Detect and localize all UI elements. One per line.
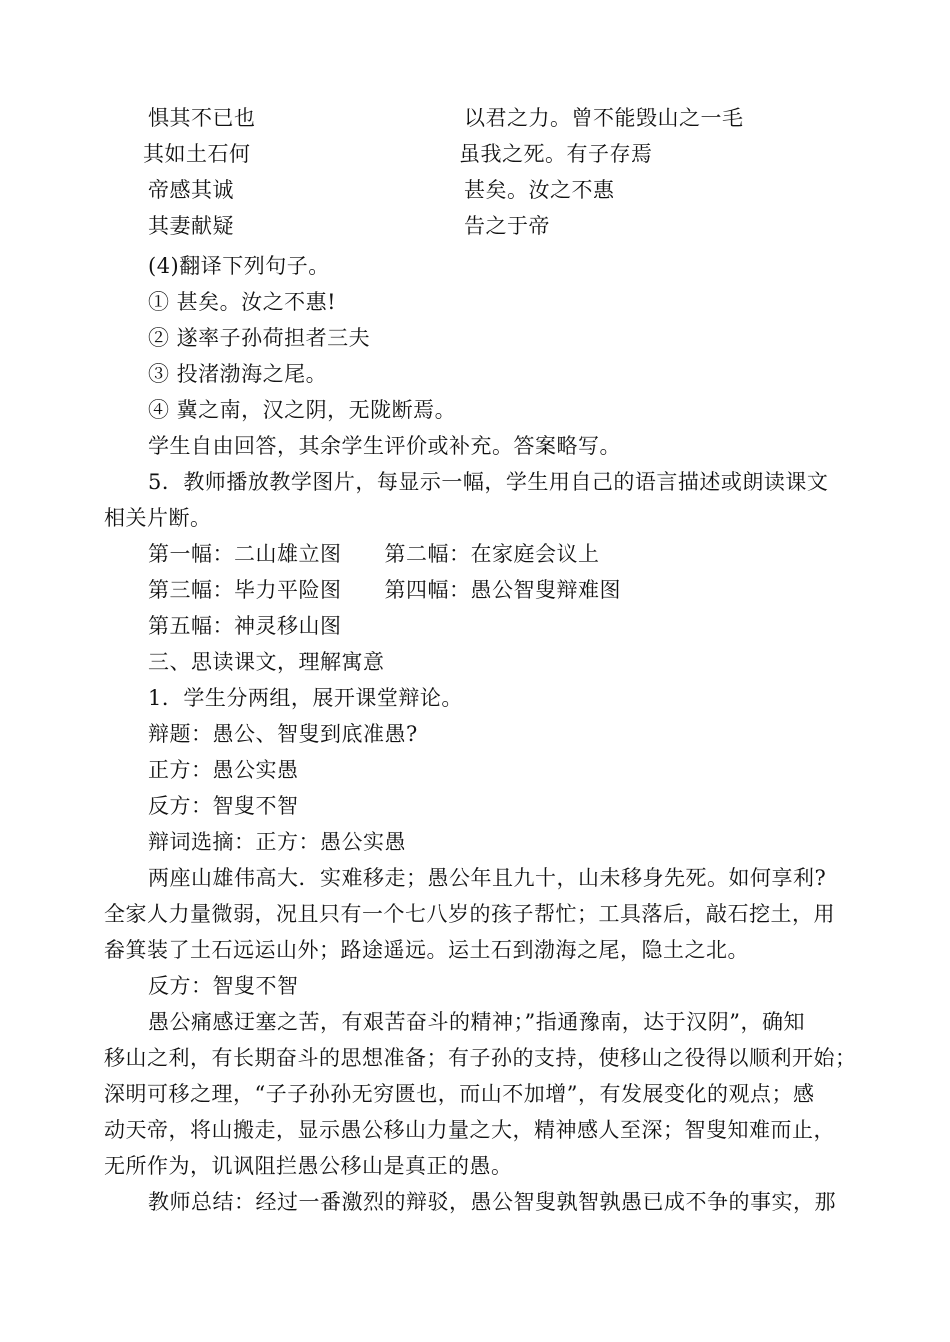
paragraph-line: 辩题：愚公、智叟到底准愚? [148,722,418,746]
word-pair-row [0,176,950,204]
word-pair-row [0,104,950,132]
paragraph-line: 动天帝，将山搬走，显示愚公移山力量之大，精神感人至深；智叟知难而止， [104,1118,835,1142]
word-pair-row [0,140,950,168]
paragraph-line: 畚箕装了土石远运山外；路途遥远。运土石到渤海之尾，隐土之北。 [104,938,749,962]
word-right: 甚矣。汝之不惠 [464,178,615,202]
word-left: 帝感其诚 [148,178,234,202]
word-right: 虽我之死。有子存焉 [459,142,653,166]
paragraph-line: 无所作为，讥讽阻拦愚公移山是真正的愚。 [104,1154,513,1178]
paragraph-line: 愚公痛感迂塞之苦，有艰苦奋斗的精神；”指通豫南，达于汉阴”，确知 [148,1010,805,1034]
sentence-item: ④ 冀之南，汉之阴，无陇断焉。 [148,398,457,422]
picture-list-line: 第一幅：二山雄立图 第二幅：在家庭会议上 [148,542,600,566]
paragraph-line: 5．教师播放教学图片，每显示一幅，学生用自己的语言描述或朗读课文 [148,470,829,494]
paragraph-line: 全家人力量微弱，况且只有一个七八岁的孩子帮忙；工具落后，敲石挖土，用 [104,902,835,926]
word-right: 告之于帝 [464,214,550,238]
paragraph-line: 两座山雄伟高大．实难移走；愚公年且九十，山未移身先死。如何享利? [148,866,827,890]
sentence-item: ② 遂率子孙荷担者三夫 [148,326,371,350]
paragraph-line: 1．学生分两组，展开课堂辩论。 [148,686,463,710]
paragraph-line: 相关片断。 [104,506,212,530]
word-left: 惧其不已也 [148,106,256,130]
paragraph-line: 反方：智叟不智 [148,794,299,818]
paragraph-line: 反方：智叟不智 [148,974,299,998]
paragraph-line: 辩词选摘：正方：愚公实愚 [148,830,406,854]
picture-list-line: 第三幅：毕力平险图 第四幅：愚公智叟辩难图 [148,578,621,602]
sentence-item: ③ 投渚渤海之尾。 [148,362,328,386]
picture-list-line: 第五幅：神灵移山图 [148,614,342,638]
paragraph-line: 学生自由回答，其余学生评价或补充。答案略写。 [148,434,621,458]
word-right: 以君之力。曾不能毁山之一毛 [464,106,744,130]
section-heading: 三、思读课文，理解寓意 [148,650,385,674]
paragraph-line: 移山之利，有长期奋斗的思想准备；有子孙的支持，使移山之役得以顺利开始； [104,1046,857,1070]
exercise-heading: (4)翻译下列句子。 [148,254,330,278]
sentence-item: ① 甚矣。汝之不惠! [148,290,337,314]
word-left: 其如土石何 [143,142,251,166]
word-pair-row [0,212,950,240]
paragraph-line: 教师总结：经过一番激烈的辩驳，愚公智叟孰智孰愚已成不争的事实，那 [148,1190,836,1214]
paragraph-line: 正方：愚公实愚 [148,758,299,782]
word-left: 其妻献疑 [148,214,234,238]
paragraph-line: 深明可移之理，“子子孙孙无穷匮也，而山不加增”，有发展变化的观点；感 [104,1082,815,1106]
